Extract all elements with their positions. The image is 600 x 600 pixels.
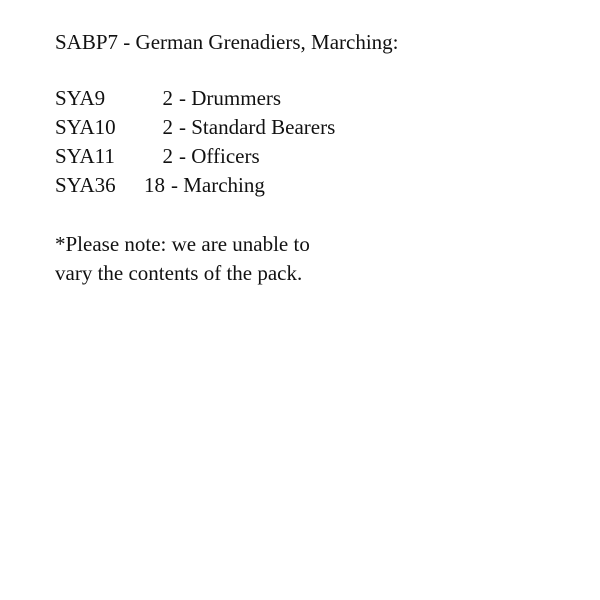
item-code: SYA9 [55, 86, 106, 110]
item-quantity: 2 [162, 115, 173, 139]
note-line: *Please note: we are unable to [55, 232, 310, 256]
item-quantity: 18 [144, 173, 165, 197]
item-quantity: 2 [162, 86, 173, 110]
note-line: vary the contents of the pack. [55, 261, 303, 285]
item-code: SYA11 [55, 144, 115, 168]
item-code: SYA10 [55, 115, 116, 139]
item-description: - Officers [179, 144, 260, 168]
pack-note [55, 230, 415, 288]
item-description: - Standard Bearers [179, 115, 336, 139]
pack-title: SABP7 - German Grenadiers, Marching: [55, 30, 399, 54]
item-quantity: 2 [162, 144, 173, 168]
item-description: - Marching [171, 173, 265, 197]
item-code: SYA36 [55, 173, 116, 197]
item-description: - Drummers [179, 86, 282, 110]
